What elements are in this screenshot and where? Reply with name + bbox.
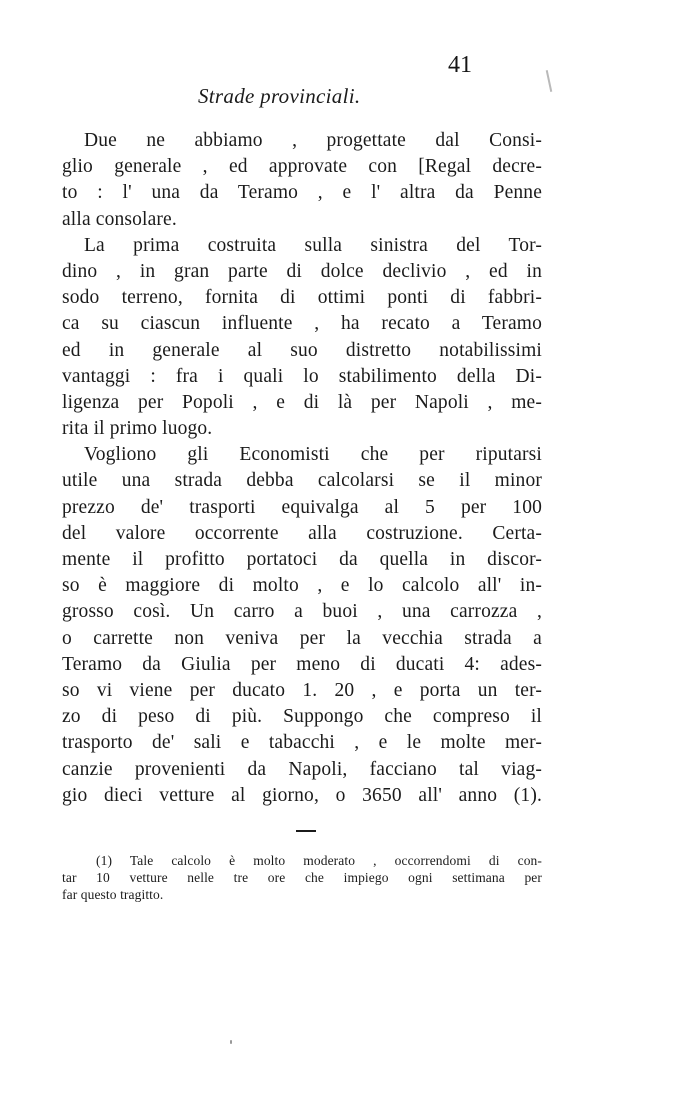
text-line: Vogliono gli Economisti che per riputarsi — [84, 444, 542, 466]
footnote-line: far questo tragitto. — [62, 887, 164, 902]
text-line: so è maggiore di molto , e lo calcolo all' in- — [62, 575, 542, 597]
text-line: prezzo de' trasporti equivalga al 5 per 100 — [62, 496, 542, 518]
text-line: ed in generale al suo distretto notabilissimi — [62, 339, 542, 361]
text-line: so vi viene per ducato 1. 20 , e porta un ter- — [62, 679, 542, 701]
text-line: Teramo da Giulia per meno di ducati 4: ades- — [62, 653, 542, 675]
text-line: sodo terreno, fornita di ottimi ponti di fabbri- — [62, 287, 542, 309]
footnote-line: tar 10 vetture nelle tre ore che impiego ogni settimana per — [62, 870, 542, 885]
footnote-line: (1) Tale calcolo è molto moderato , occorrendomi di con- — [96, 853, 542, 868]
page-number: 41 — [448, 52, 472, 78]
margin-mark — [546, 70, 553, 92]
body-text — [62, 128, 542, 809]
text-line: La prima costruita sulla sinistra del Tor- — [84, 234, 542, 256]
text-line: mente il profitto portatoci da quella in discor- — [62, 549, 542, 570]
text-line: vantaggi : fra i quali lo stabilimento della Di- — [62, 365, 542, 387]
text-line: ca su ciascun influente , ha recato a Teramo — [62, 313, 542, 335]
text-line: glio generale , ed approvate con [Regal decre- — [62, 156, 542, 178]
text-line: Due ne abbiamo , progettate dal Consi- — [84, 130, 542, 151]
text-line: gio dieci vetture al giorno, o 3650 all' anno (1). — [62, 784, 542, 806]
text-line: grosso così. Un carro a buoi , una carrozza , — [62, 601, 542, 623]
text-line: to : l' una da Teramo , e l' altra da Penne — [62, 182, 542, 204]
text-line: dino , in gran parte di dolce declivio , ed in — [62, 260, 542, 282]
text-line: zo di peso di più. Suppongo che compreso il — [62, 706, 542, 728]
paper-speck — [230, 1040, 232, 1044]
footnote — [62, 852, 542, 903]
text-line: ligenza per Popoli , e di là per Napoli , me- — [62, 391, 542, 413]
text-line: del valore occorrente alla costruzione. Certa- — [62, 522, 542, 544]
running-head: Strade provinciali. — [198, 84, 361, 108]
text-line: utile una strada debba calcolarsi se il minor — [62, 470, 542, 492]
text-line: trasporto de' sali e tabacchi , e le molte mer- — [62, 732, 542, 754]
text-line: alla consolare. — [62, 208, 177, 230]
text-line: canzie provenienti da Napoli, facciano tal viag- — [62, 758, 542, 780]
footnote-separator — [296, 830, 316, 832]
text-line: o carrette non veniva per la vecchia strada a — [62, 627, 542, 649]
text-line: rita il primo luogo. — [62, 418, 213, 440]
